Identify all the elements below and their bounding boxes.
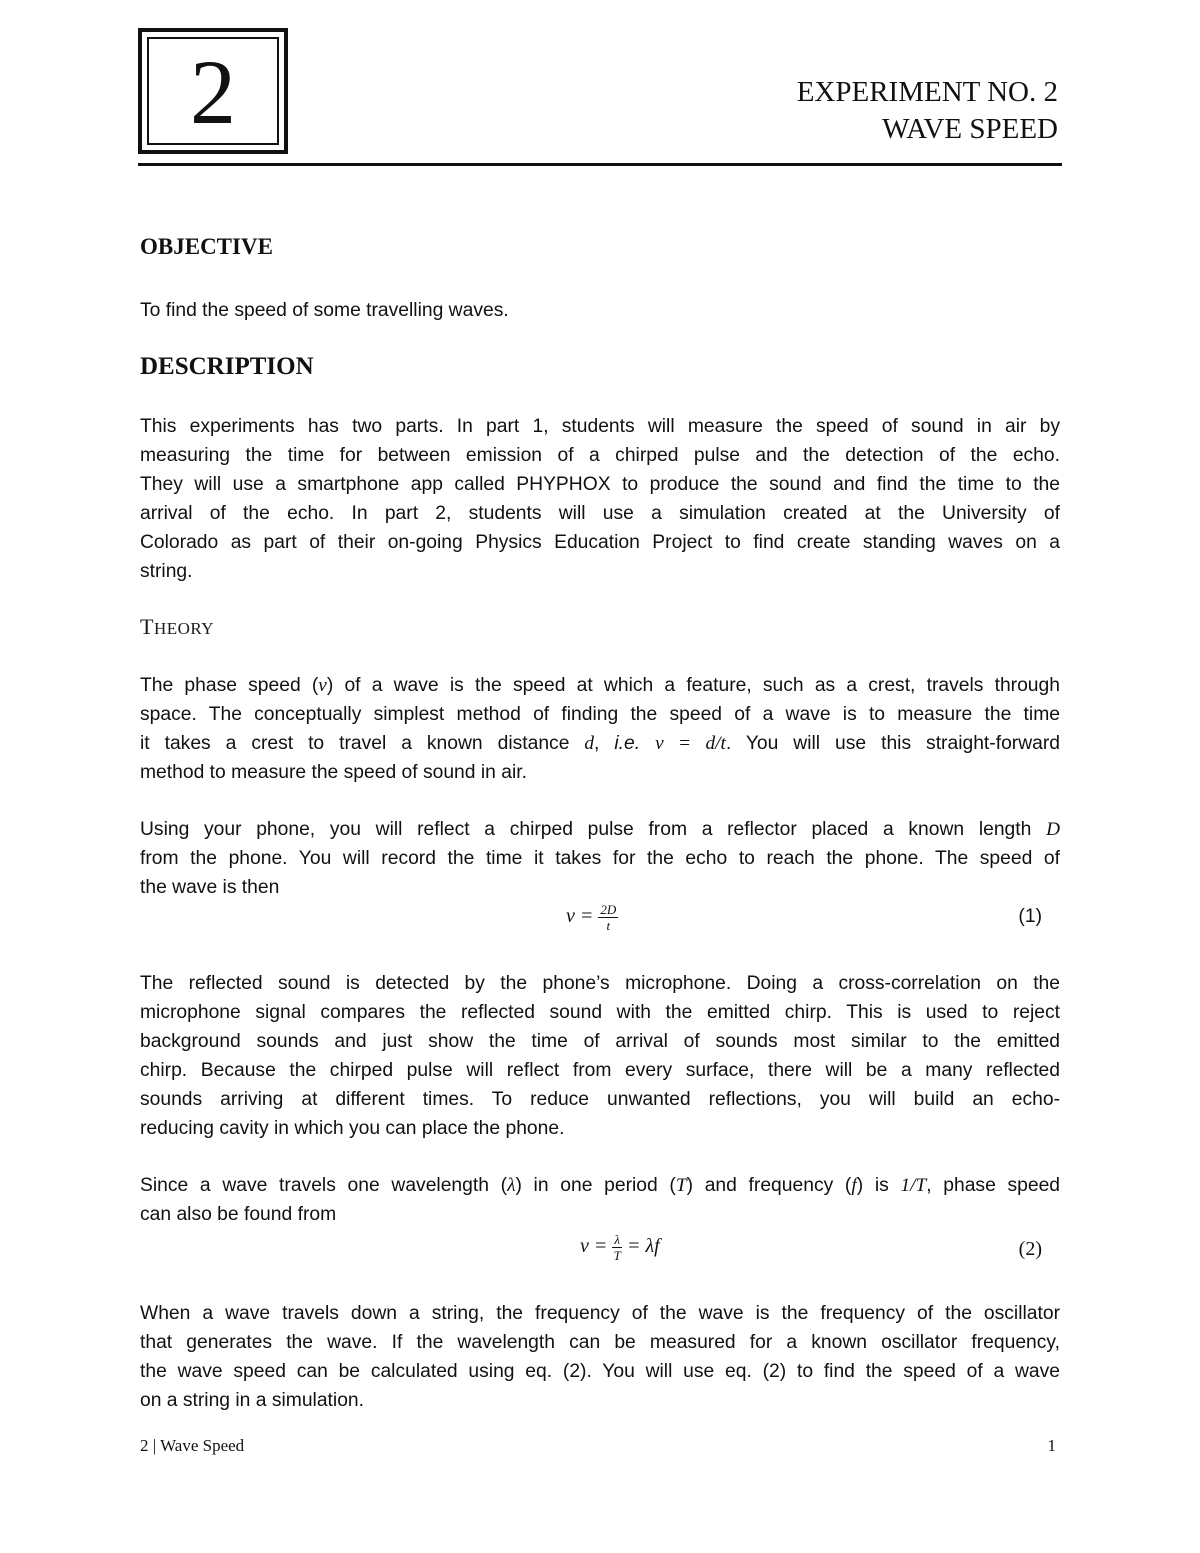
equation-2-rhs: = λf	[627, 1235, 660, 1258]
theory-p1-line-3	[140, 730, 1060, 759]
experiment-header	[797, 74, 1058, 148]
theory-p2-line-3: the wave is then	[140, 876, 280, 898]
text-run: it takes a crest to travel a known distance	[140, 732, 585, 754]
chapter-number: 2	[190, 41, 236, 143]
theory-p5-line: on a string in a simulation.	[140, 1389, 364, 1411]
objective-text	[140, 297, 1060, 326]
description-line: Colorado as part of their on-going Physics Education Project to find create standing waves on a	[140, 531, 1060, 553]
theory-p3-line: sounds arriving at different times. To reduce unwanted reflections, you will build an echo-	[140, 1088, 1060, 1110]
math-var: λ	[507, 1175, 516, 1196]
objective-heading: OBJECTIVE	[140, 234, 273, 259]
theory-p4-line-2: can also be found from	[140, 1203, 337, 1225]
theory-paragraph-5	[140, 1300, 1060, 1416]
theory-p3-line: background sounds and just show the time of arrival of sounds most similar to the emitted	[140, 1030, 1060, 1052]
objective-line: To find the speed of some travelling waves.	[140, 300, 509, 321]
theory-p5-line: When a wave travels down a string, the frequency of the wave is the frequency of the oscillator	[140, 1303, 1060, 1324]
theory-p3-line: reducing cavity in which you can place the phone.	[140, 1117, 565, 1139]
theory-p5-line: the wave speed can be calculated using eq. (2). You will use eq. (2) to find the speed of a wave	[140, 1360, 1060, 1382]
experiment-label: EXPERIMENT NO. 2	[796, 76, 1058, 108]
theory-p5-line: that generates the wave. If the wavelength can be measured for a known oscillator frequency,	[140, 1331, 1060, 1353]
theory-paragraph-4	[140, 1172, 1060, 1230]
text-run-italic: i.e.	[614, 732, 641, 754]
theory-p2-line-1	[140, 816, 1060, 845]
text-run: . You will use this straight-forward	[725, 732, 1061, 754]
equation-2-label: (2)	[1018, 1238, 1042, 1260]
footer-page-number: 1	[1047, 1436, 1056, 1455]
equation-1-fraction	[598, 902, 618, 933]
description-line: This experiments has two parts. In part 1, students will measure the speed of sound in air by	[140, 416, 1060, 437]
theory-p1-line-1	[140, 672, 1060, 701]
inline-equation: 1/T	[900, 1175, 927, 1196]
text-run: ) of a wave is the speed at which a feature, such as a crest, travels through	[326, 675, 1060, 696]
theory-p3-line: chirp. Because the chirped pulse will reflect from every surface, there will be a many reflected	[140, 1059, 1060, 1081]
math-var: f	[851, 1175, 857, 1196]
math-var: v	[318, 675, 327, 696]
equation-2-fraction	[612, 1232, 622, 1263]
theory-paragraph-3	[140, 970, 1060, 1143]
description-line: arrival of the echo. In part 2, students will use a simulation created at the University of	[140, 502, 1060, 524]
text-run: , phase speed	[926, 1175, 1061, 1196]
theory-heading-rest: HEORY	[153, 619, 215, 638]
math-var: d	[584, 732, 595, 754]
experiment-title: WAVE SPEED	[882, 113, 1058, 145]
theory-p1-line-4: method to measure the speed of sound in air.	[140, 761, 527, 783]
theory-p3-line: microphone signal compares the reflected sound with the emitted chirp. This is used to reject	[140, 1001, 1060, 1023]
text-run: ,	[594, 732, 615, 754]
header-divider	[138, 163, 1062, 166]
fraction-denominator: t	[606, 918, 611, 933]
theory-p1-line-2: space. The conceptually simplest method of finding the speed of a wave is to measure the time	[140, 703, 1060, 725]
fraction-numerator: 2D	[600, 902, 617, 917]
equation-2-body	[580, 1232, 660, 1263]
theory-heading	[140, 614, 214, 640]
math-var: T	[675, 1175, 687, 1196]
description-paragraph	[140, 413, 1060, 586]
text-run: ) is	[856, 1175, 901, 1196]
chapter-number-box	[138, 28, 288, 154]
theory-p2-line-2: from the phone. You will record the time it takes for the echo to reach the phone. The speed of	[140, 847, 1060, 869]
description-line: measuring the time for between emission of a chirped pulse and the detection of the echo.	[140, 444, 1060, 466]
equation-2-lhs: v =	[580, 1235, 608, 1258]
equation-1-lhs: v =	[566, 905, 594, 928]
theory-paragraph-1	[140, 672, 1060, 788]
fraction-numerator: λ	[614, 1232, 621, 1247]
fraction-denominator: T	[613, 1248, 621, 1263]
math-var: D	[1046, 819, 1060, 840]
equation-1-label: (1)	[1018, 906, 1042, 927]
text-run: ) and frequency (	[686, 1175, 852, 1196]
footer-chapter-title: 2 | Wave Speed	[140, 1436, 245, 1455]
text-run: Since a wave travels one wavelength (	[140, 1175, 508, 1196]
theory-paragraph-2	[140, 816, 1060, 903]
description-line: They will use a smartphone app called PHYPHOX to produce the sound and find the time to the	[140, 473, 1060, 495]
inline-equation: v = d/t	[655, 732, 726, 754]
equation-1-body	[566, 902, 618, 933]
theory-p4-line-1	[140, 1172, 1060, 1201]
text-run: Using your phone, you will reflect a chirped pulse from a reflector placed a known length	[140, 819, 1047, 840]
theory-heading-initial: T	[140, 614, 154, 639]
description-heading: DESCRIPTION	[140, 353, 314, 380]
text-run: ) in one period (	[515, 1175, 676, 1196]
theory-p3-line: The reflected sound is detected by the phone’s microphone. Doing a cross-correlation on the	[140, 973, 1060, 994]
description-line: string.	[140, 560, 193, 582]
text-run: The phase speed (	[140, 675, 319, 696]
